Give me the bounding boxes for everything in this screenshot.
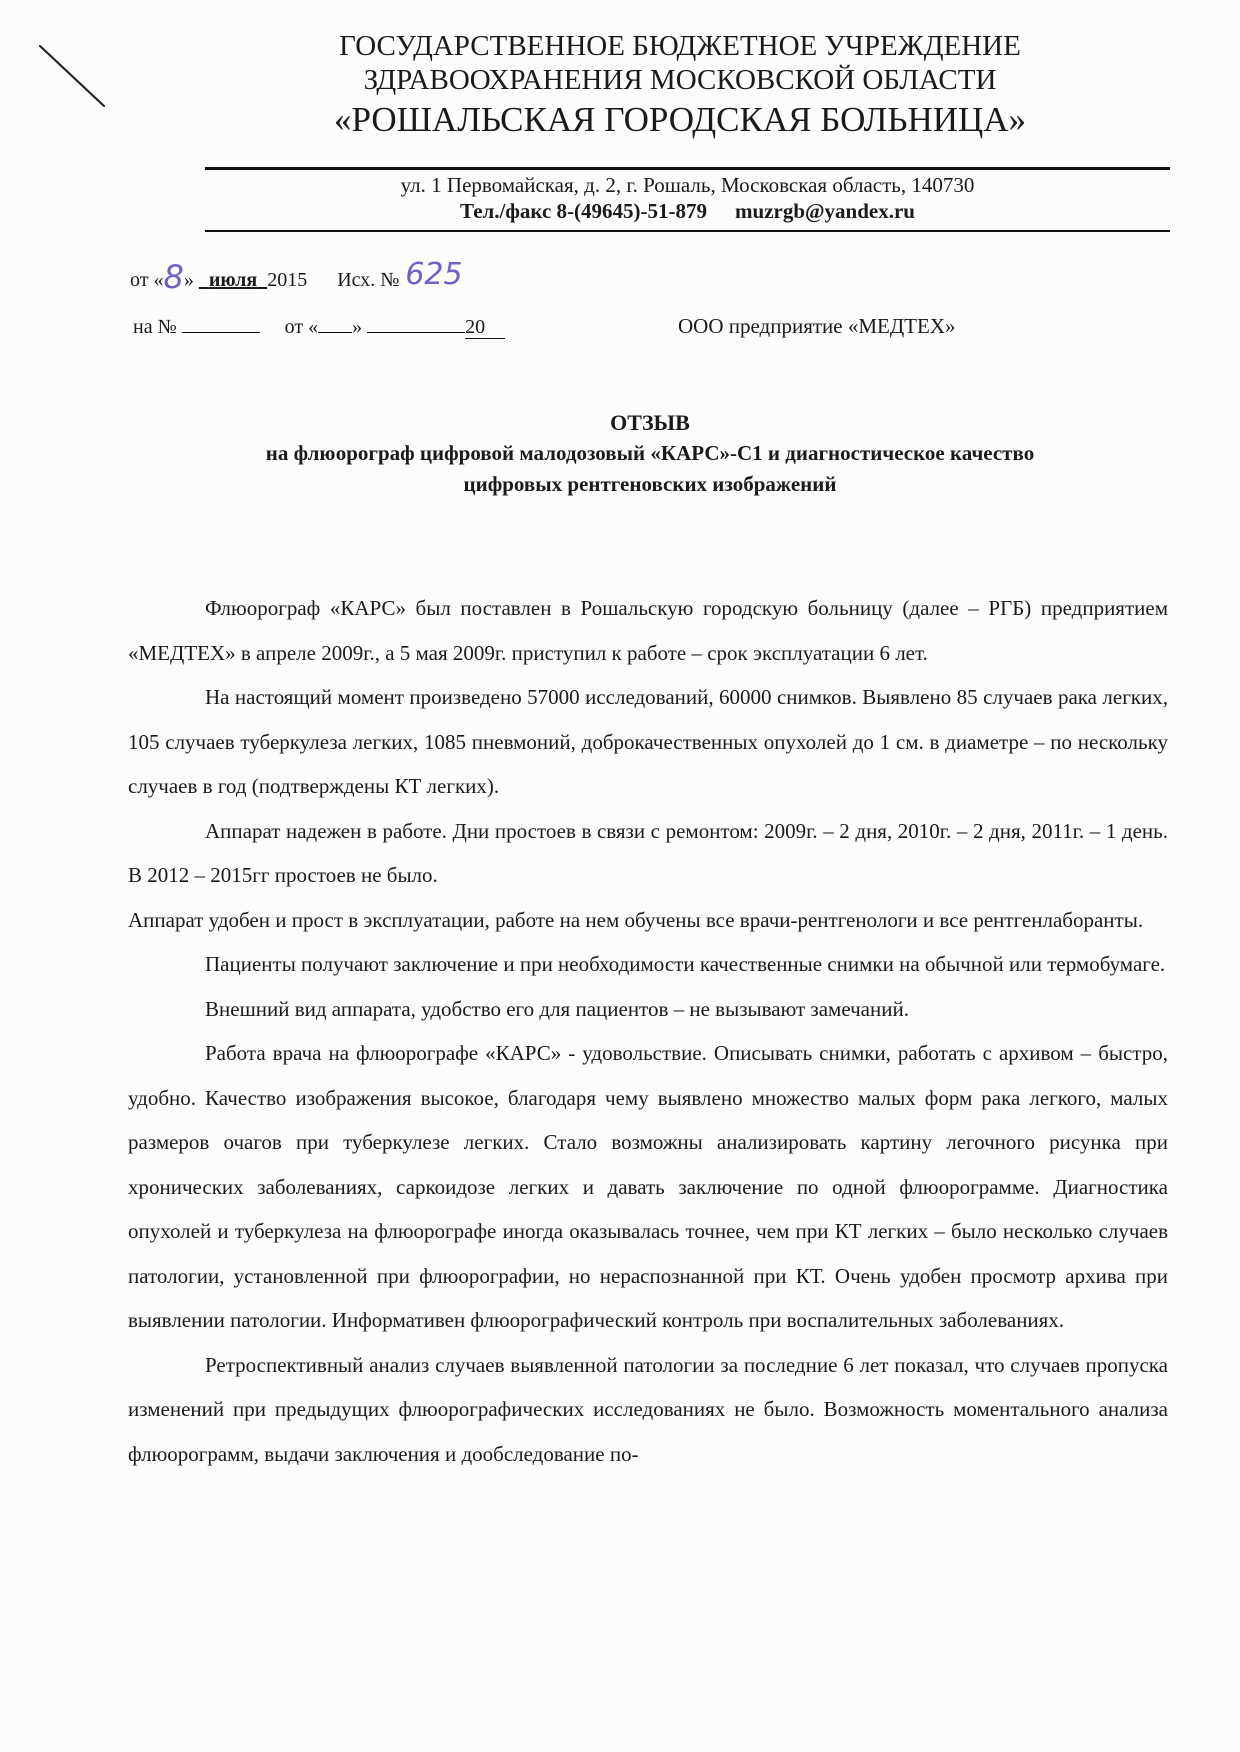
date-day-close: »: [183, 269, 194, 291]
body-paragraph: На настоящий момент произведено 57000 исследований, 60000 снимков. Выявлено 85 случаев рака легких, 105 случаев туберкулеза легких, 1085 пневмоний, доброкачественных опухолей до 1 см. в диаметре – по нескольку случаев в год (подтверждены КТ легких).: [128, 685, 1168, 798]
org-name-line1: ГОСУДАРСТВЕННОЕ БЮДЖЕТНОЕ УЧРЕЖДЕНИЕ: [339, 30, 1021, 62]
ref-number-blank: [182, 314, 260, 333]
ref-month-blank: [367, 314, 465, 333]
body-paragraph: Флюорограф «КАРС» был поставлен в Рошальскую городскую больницу (далее – РГБ) предприятием «МЕДТЕХ» в апреле 2009г., а 5 мая 2009г. приступил к работе – срок эксплуатации 6 лет.: [128, 596, 1168, 665]
ref-year: [465, 316, 505, 339]
date-prefix: от «: [130, 269, 164, 291]
document-subtitle-line2: цифровых рентгеновских изображений: [463, 472, 837, 496]
ref-day-blank: [318, 314, 352, 333]
body-paragraph: Пациенты получают заключение и при необходимости качественные снимки на обычной или термобумаге.: [205, 952, 1166, 976]
org-phone: Тел./факс 8-(49645)-51-879: [459, 199, 708, 223]
org-name-line3: «РОШАЛЬСКАЯ ГОРОДСКАЯ БОЛЬНИЦА»: [333, 100, 1027, 139]
body-paragraph: Ретроспективный анализ случаев выявленной патологии за последние 6 лет показал, что случаев пропуска изменений при предыдущих флюорографических исследованиях не было. Возможность моментального анализа флюорограмм, выдачи заключения и дообследование по-: [128, 1352, 1168, 1466]
letter-date-line: [130, 256, 463, 294]
letter-body: [128, 586, 1168, 1476]
org-email: muzrgb@yandex.ru: [735, 199, 915, 223]
header-rule-top: [205, 167, 1170, 170]
ref-close: »: [352, 316, 363, 338]
recipient: ООО предприятие «МЕДТЕХ»: [678, 314, 956, 338]
date-day-handwritten: 8: [163, 258, 184, 296]
ref-label: на №: [133, 316, 177, 338]
org-contacts: [205, 199, 1170, 224]
date-month: [199, 269, 267, 291]
date-month-text: июля: [208, 269, 258, 291]
org-name-line2: ЗДРАВООХРАНЕНИЯ МОСКОВСКОЙ ОБЛАСТИ: [363, 64, 997, 96]
ref-year-text: 20: [465, 316, 486, 338]
body-paragraph: Аппарат удобен и прост в эксплуатации, работе на нем обучены все врачи-рентгенологи и все рентгенлаборанты.: [128, 907, 1144, 932]
body-paragraph: Внешний вид аппарата, удобство его для пациентов – не вызывают замечаний.: [205, 996, 909, 1021]
body-paragraph: Аппарат надежен в работе. Дни простоев в связи с ремонтом: 2009г. – 2 дня, 2010г. – 2 дня, 2011г. – 1 день. В 2012 – 2015гг простоев не было.: [128, 818, 1168, 887]
ref-from: от «: [284, 316, 319, 338]
document-title: ОТЗЫВ: [610, 410, 690, 435]
outgoing-label: Исх. №: [337, 269, 400, 291]
org-address: ул. 1 Первомайская, д. 2, г. Рошаль, Московская область, 140730: [400, 173, 975, 197]
reference-line: [133, 314, 505, 339]
header-rule-bottom: [205, 230, 1170, 232]
document-subtitle-line1: на флюорограф цифровой малодозовый «КАРС»-С1 и диагностическое качество: [265, 441, 1035, 465]
body-paragraph: Работа врача на флюорографе «КАРС» - удовольствие. Описывать снимки, работать с архивом – быстро, удобно. Качество изображения высокое, благодаря чему выявлено множество малых форм рака легкого, малых размеров очагов при туберкулезе легких. Стало возможны анализировать картину легочного рисунка при хронических заболеваниях, саркоидозе легких и давать заключение по одной флюорограмме. Диагностика опухолей и туберкулеза на флюорографе иногда оказывалась точнее, чем при КТ легких – было несколько случаев патологии, установленной при флюорографии, но нераспознанной при КТ. Очень удобен просмотр архива при выявлении патологии. Информативен флюорографический контроль при воспалительных заболеваниях.: [128, 1041, 1168, 1332]
pen-stroke-mark: [38, 44, 106, 108]
outgoing-number-handwritten: 625: [405, 257, 463, 292]
date-year: 2015: [267, 269, 308, 291]
